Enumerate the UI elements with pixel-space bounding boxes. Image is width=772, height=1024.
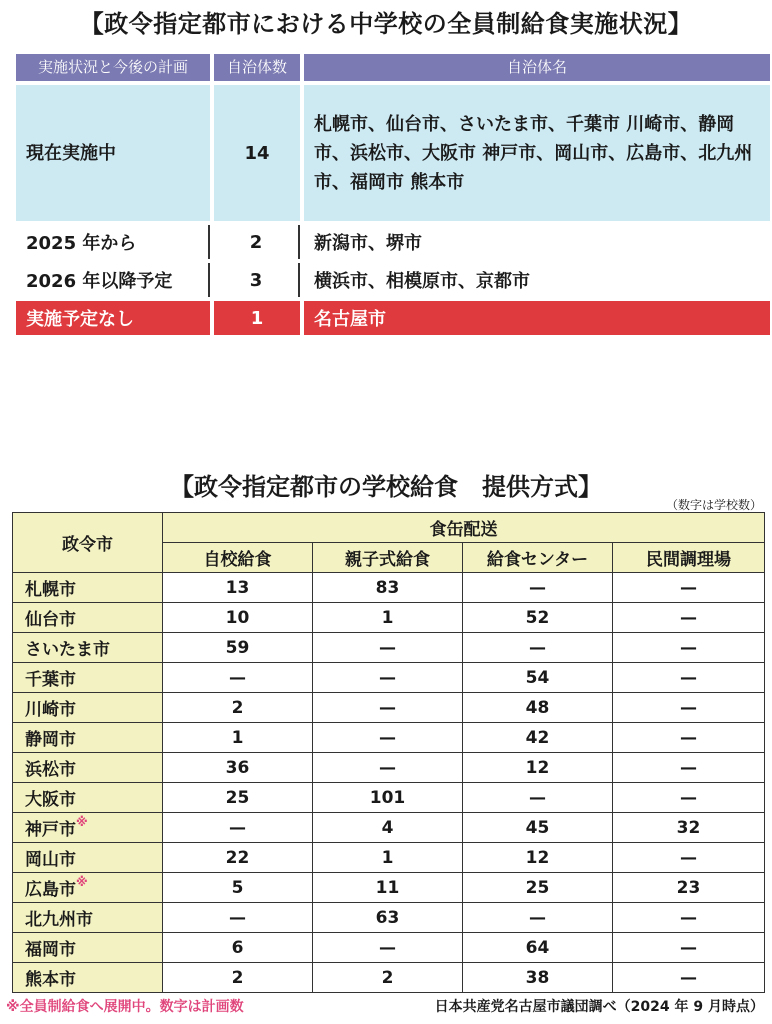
table-row (13, 633, 765, 663)
table-row (13, 663, 765, 693)
city-name: 福岡市 (25, 940, 76, 960)
city-name: 大阪市 (25, 790, 76, 810)
value-cell: 2 (313, 963, 463, 993)
value-cell: — (613, 933, 765, 963)
status-cell: 実施予定なし (16, 301, 210, 335)
value-cell: 22 (163, 843, 313, 873)
provision-method-table (12, 512, 765, 993)
value-cell: 12 (463, 753, 613, 783)
names-cell: 札幌市、仙台市、さいたま市、千葉市 川崎市、静岡市、浜松市、大阪市 神戸市、岡山市、広島市、北九州市、福岡市 熊本市 (304, 85, 770, 221)
value-cell: 38 (463, 963, 613, 993)
footnote: ※全員制給食へ展開中。数字は計画数 (6, 999, 244, 1015)
value-cell: — (613, 663, 765, 693)
value-cell: — (313, 723, 463, 753)
table-row (13, 873, 765, 903)
city-cell (13, 603, 163, 633)
value-cell: 13 (163, 573, 313, 603)
names-cell: 新潟市、堺市 (304, 225, 770, 259)
city-name: 川崎市 (25, 700, 76, 720)
value-cell: — (463, 633, 613, 663)
value-cell: 25 (463, 873, 613, 903)
value-cell: — (313, 753, 463, 783)
city-cell (13, 573, 163, 603)
table-row (13, 903, 765, 933)
header-count: 自治体数 (214, 54, 300, 81)
value-cell: 45 (463, 813, 613, 843)
footnote-mark: ※ (76, 875, 88, 889)
city-cell (13, 753, 163, 783)
value-cell: — (163, 663, 313, 693)
value-cell: — (613, 603, 765, 633)
table-row (13, 603, 765, 633)
value-cell: 23 (613, 873, 765, 903)
value-cell: 101 (313, 783, 463, 813)
footnote-mark: ※ (76, 815, 88, 829)
table-row (13, 933, 765, 963)
value-cell: — (613, 573, 765, 603)
city-cell (13, 963, 163, 993)
status-row-2026 (16, 263, 770, 297)
value-cell: — (613, 963, 765, 993)
count-cell: 3 (214, 263, 300, 297)
header-col: 給食センター (463, 543, 613, 573)
table-row (13, 783, 765, 813)
city-name: 広島市 (25, 880, 76, 900)
value-cell: 59 (163, 633, 313, 663)
value-cell: 32 (613, 813, 765, 843)
city-name: さいたま市 (25, 640, 110, 660)
value-cell: — (613, 723, 765, 753)
header-city: 政令市 (13, 513, 163, 573)
table-row (13, 843, 765, 873)
status-cell: 2026 年以降予定 (16, 263, 210, 297)
value-cell: 25 (163, 783, 313, 813)
value-cell: — (163, 813, 313, 843)
city-cell (13, 933, 163, 963)
city-cell (13, 633, 163, 663)
value-cell: — (613, 693, 765, 723)
header-col: 親子式給食 (313, 543, 463, 573)
city-name: 神戸市 (25, 820, 76, 840)
value-cell: — (613, 633, 765, 663)
count-cell: 2 (214, 225, 300, 259)
names-cell: 名古屋市 (304, 301, 770, 335)
city-cell (13, 663, 163, 693)
value-cell: 2 (163, 963, 313, 993)
value-cell: 64 (463, 933, 613, 963)
city-name: 静岡市 (25, 730, 76, 750)
city-cell (13, 903, 163, 933)
value-cell: — (313, 693, 463, 723)
city-name: 仙台市 (25, 610, 76, 630)
value-cell: 83 (313, 573, 463, 603)
value-cell: — (613, 903, 765, 933)
value-cell: 1 (163, 723, 313, 753)
value-cell: — (313, 933, 463, 963)
value-cell: 1 (313, 603, 463, 633)
unit-note: （数字は学校数） (665, 498, 762, 512)
source-note: 日本共産党名古屋市議団調べ（2024 年 9 月時点） (434, 999, 764, 1015)
city-name: 熊本市 (25, 970, 76, 990)
table-row (13, 723, 765, 753)
table-row (13, 813, 765, 843)
value-cell: — (613, 753, 765, 783)
city-cell (13, 723, 163, 753)
value-cell: 2 (163, 693, 313, 723)
value-cell: 42 (463, 723, 613, 753)
value-cell: — (163, 903, 313, 933)
value-cell: 5 (163, 873, 313, 903)
table-row (13, 693, 765, 723)
value-cell: 4 (313, 813, 463, 843)
table2-title: 【政令指定都市の学校給食 提供方式】 (170, 473, 602, 501)
status-row-none (16, 301, 770, 335)
header-names: 自治体名 (304, 54, 770, 81)
city-cell (13, 783, 163, 813)
value-cell: — (463, 903, 613, 933)
city-cell (13, 693, 163, 723)
table1-title: 【政令指定都市における中学校の全員制給食実施状況】 (79, 10, 693, 38)
city-name: 岡山市 (25, 850, 76, 870)
value-cell: — (463, 783, 613, 813)
header-col: 自校給食 (163, 543, 313, 573)
value-cell: 10 (163, 603, 313, 633)
city-name: 札幌市 (25, 580, 76, 600)
count-cell: 1 (214, 301, 300, 335)
city-cell (13, 813, 163, 843)
value-cell: — (313, 663, 463, 693)
value-cell: 11 (313, 873, 463, 903)
status-cell: 現在実施中 (16, 85, 210, 221)
header-col: 民間調理場 (613, 543, 765, 573)
value-cell: 12 (463, 843, 613, 873)
city-name: 浜松市 (25, 760, 76, 780)
value-cell: — (313, 633, 463, 663)
status-cell: 2025 年から (16, 225, 210, 259)
table-row (13, 573, 765, 603)
header-status: 実施状況と今後の計画 (16, 54, 210, 81)
value-cell: 1 (313, 843, 463, 873)
names-cell: 横浜市、相模原市、京都市 (304, 263, 770, 297)
value-cell: 48 (463, 693, 613, 723)
value-cell: — (613, 783, 765, 813)
city-name: 北九州市 (25, 910, 93, 930)
value-cell: 63 (313, 903, 463, 933)
value-cell: 36 (163, 753, 313, 783)
value-cell: 52 (463, 603, 613, 633)
implementation-status-table (12, 50, 772, 339)
header-delivery-group: 食缶配送 (163, 513, 765, 543)
count-cell: 14 (214, 85, 300, 221)
status-row-current (16, 85, 770, 221)
table-row (13, 963, 765, 993)
value-cell: — (613, 843, 765, 873)
table-row (13, 753, 765, 783)
status-row-2025 (16, 225, 770, 259)
city-cell (13, 843, 163, 873)
value-cell: 6 (163, 933, 313, 963)
city-name: 千葉市 (25, 670, 76, 690)
city-cell (13, 873, 163, 903)
value-cell: 54 (463, 663, 613, 693)
value-cell: — (463, 573, 613, 603)
